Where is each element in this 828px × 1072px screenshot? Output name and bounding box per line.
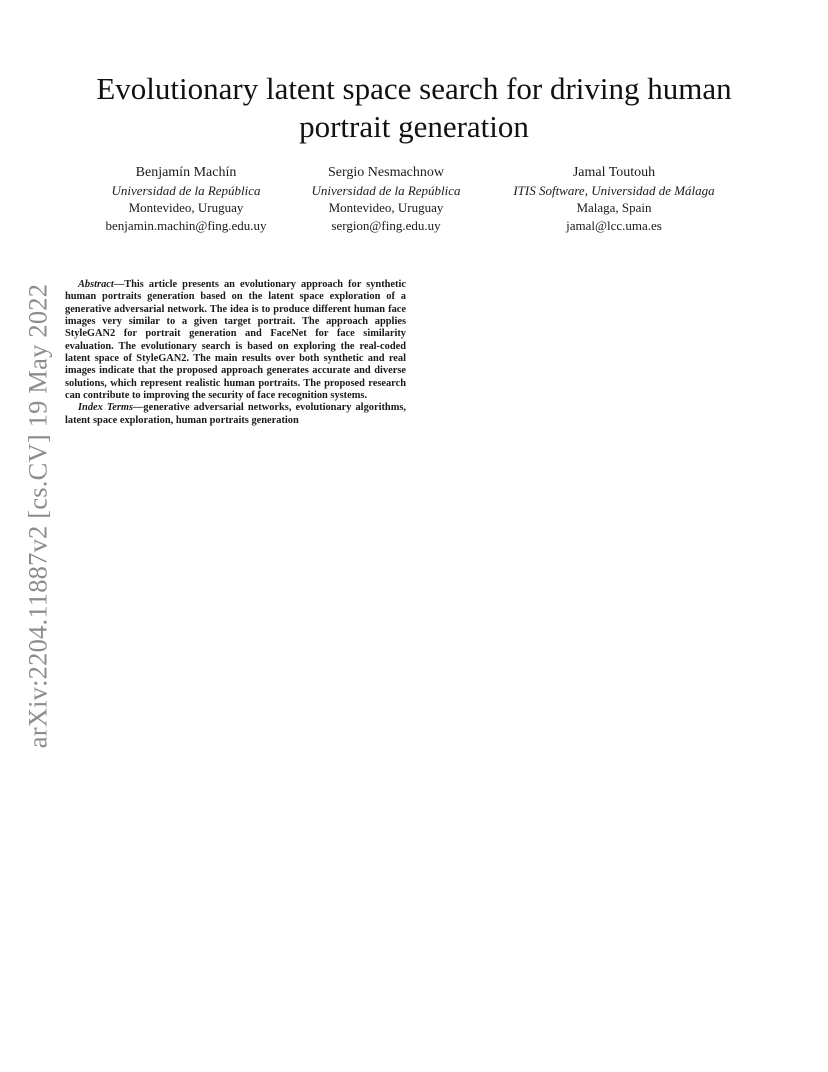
author-name: Sergio Nesmachnow bbox=[328, 165, 444, 180]
author-email: benjamin.machin@fing.edu.uy bbox=[105, 217, 267, 233]
author-location: Malaga, Spain bbox=[576, 200, 652, 215]
arxiv-identifier-stamp: arXiv:2204.11887v2 [cs.CV] 19 May 2022 bbox=[22, 283, 53, 749]
author-email: jamal@lcc.uma.es bbox=[566, 217, 662, 233]
author-location: Montevideo, Uruguay bbox=[328, 200, 444, 215]
author-2 bbox=[256, 164, 516, 234]
author-3 bbox=[484, 164, 744, 234]
author-location: Montevideo, Uruguay bbox=[128, 200, 244, 215]
index-terms-paragraph bbox=[65, 402, 406, 427]
author-affiliation: Universidad de la República bbox=[311, 182, 461, 198]
author-name: Jamal Toutouh bbox=[572, 165, 656, 180]
abstract-paragraph bbox=[65, 279, 406, 402]
author-name: Benjamín Machín bbox=[135, 165, 237, 180]
index-terms-text: —generative adversarial networks, evolutionary algorithms, latent space exploration, human portraits generation bbox=[65, 402, 406, 426]
author-affiliation: ITIS Software, Universidad de Málaga bbox=[513, 182, 715, 198]
author-block bbox=[0, 164, 828, 244]
title-line-2: portrait generation bbox=[299, 109, 529, 144]
abstract-label: Abstract bbox=[78, 279, 114, 290]
author-affiliation: Universidad de la República bbox=[111, 182, 261, 198]
index-terms-label: Index Terms bbox=[78, 402, 134, 414]
author-email: sergion@fing.edu.uy bbox=[331, 217, 441, 233]
abstract-text: —This article presents an evolutionary approach for synthetic human portraits generation based on the latent space exploration of a generative adversarial network. The idea is to produce different human face images very similar to a given target portrait. The approach applies StyleGAN2 for portrait generation and FaceNet for face similarity evaluation. The evolutionary search is based on exploring the real-coded latent space of StyleGAN2. The main results over both synthetic and real images indicate that the proposed approach generates accurate and diverse solutions, which represent realistic human portraits. The proposed research can contribute to improving the security of face recognition systems. bbox=[65, 279, 406, 402]
title-line-1: Evolutionary latent space search for driving human bbox=[96, 71, 732, 106]
abstract-section bbox=[65, 279, 406, 427]
paper-title bbox=[0, 70, 828, 146]
